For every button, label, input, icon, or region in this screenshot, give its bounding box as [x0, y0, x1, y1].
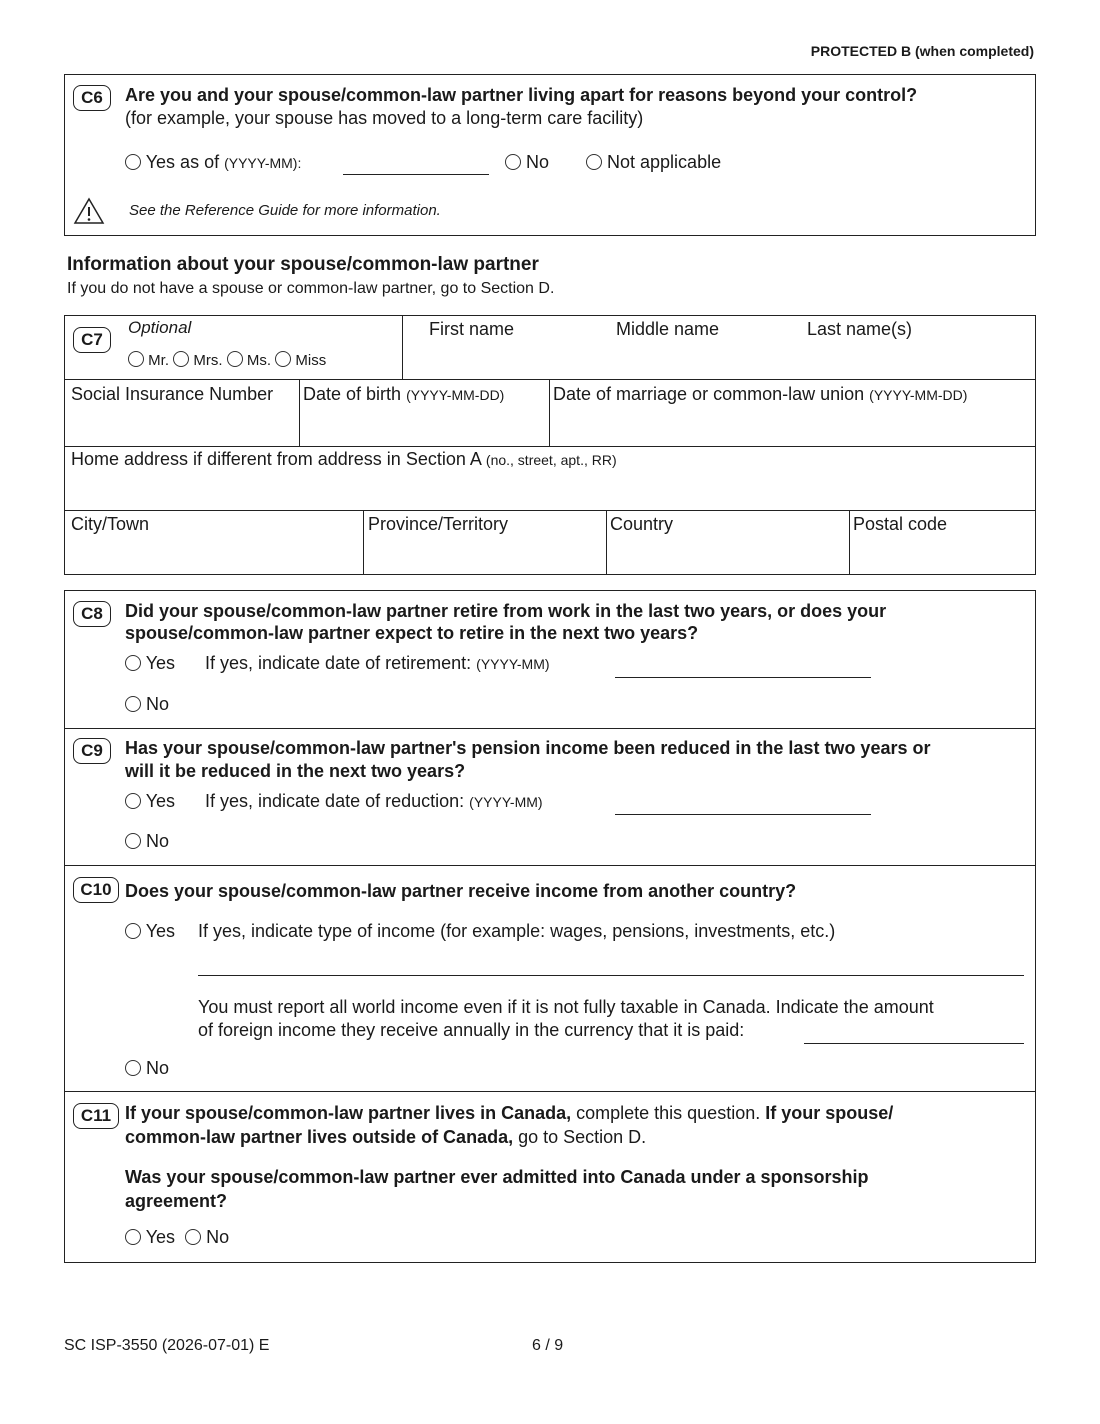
sin-label: Social Insurance Number [71, 384, 274, 404]
c6-no-label: No [526, 152, 550, 172]
postal-code-input[interactable] [851, 538, 1033, 572]
c8-yes-format: (YYYY-MM) [476, 656, 550, 672]
postal-code-label: Postal code [853, 514, 948, 534]
home-address-input[interactable] [67, 473, 1033, 509]
c9-no-label: No [146, 831, 170, 851]
province-label: Province/Territory [368, 514, 509, 534]
c6-yes-format: (YYYY-MM): [224, 155, 302, 171]
dom-label: Date of marriage or common-law union [553, 384, 865, 404]
c11-no-label: No [206, 1227, 230, 1247]
c10-income-type-field[interactable] [198, 975, 1024, 976]
miss-label: Miss [295, 352, 327, 369]
c6-yes-radio[interactable] [125, 154, 141, 170]
questions-block [64, 590, 1036, 1263]
country-input[interactable] [608, 538, 847, 572]
c10-yes-radio[interactable] [125, 923, 141, 939]
c9-yes-prompt: If yes, indicate date of reduction: [205, 791, 465, 811]
warning-triangle-icon [73, 197, 105, 230]
c10-yes-label: Yes [145, 921, 176, 941]
mr-radio[interactable] [128, 351, 144, 367]
c9-no-radio[interactable] [125, 833, 141, 849]
c6-note: See the Reference Guide for more information. [129, 202, 441, 219]
c10-amount-field[interactable] [804, 1043, 1024, 1044]
form-id: SC ISP-3550 (2026-07-01) E [64, 1337, 270, 1354]
city-label: City/Town [71, 514, 150, 534]
c9-question-line2: will it be reduced in the next two years? [125, 761, 466, 781]
c7-optional: Optional [128, 318, 192, 337]
c6-question: Are you and your spouse/common-law partner living apart for reasons beyond your control? [125, 85, 918, 105]
c8-badge: C8 [73, 601, 111, 627]
c8-yes-radio[interactable] [125, 655, 141, 671]
protected-label: PROTECTED B (when completed) [810, 43, 1034, 59]
mrs-label: Mrs. [193, 352, 223, 369]
c8-no-label: No [146, 694, 170, 714]
c10-report-line2: of foreign income they receive annually in the currency that it is paid: [198, 1020, 745, 1040]
dom-format: (YYYY-MM-DD) [869, 387, 968, 403]
c9-yes-radio[interactable] [125, 793, 141, 809]
c11-intro-line2: common-law partner lives outside of Canada, go to Section D. [125, 1127, 647, 1147]
c11-question-line1: Was your spouse/common-law partner ever admitted into Canada under a sponsorship [125, 1167, 869, 1187]
ms-radio[interactable] [227, 351, 243, 367]
c10-report-line1: You must report all world income even if it is not fully taxable in Canada. Indicate the amount [198, 997, 934, 1017]
c6-example: (for example, your spouse has moved to a long-term care facility) [125, 108, 644, 128]
c9-yes-format: (YYYY-MM) [469, 794, 543, 810]
first-name-label: First name [429, 319, 515, 339]
city-input[interactable] [67, 538, 361, 572]
c11-no-radio[interactable] [185, 1229, 201, 1245]
c7-badge: C7 [73, 327, 111, 353]
c8-no-radio[interactable] [125, 696, 141, 712]
home-address-label: Home address if different from address in Section A [71, 449, 481, 469]
c8-yes-prompt: If yes, indicate date of retirement: [205, 653, 472, 673]
c7-title-options [128, 351, 326, 369]
page-number: 6 / 9 [532, 1337, 564, 1354]
c9-date-field[interactable] [615, 814, 871, 815]
dob-input[interactable] [301, 408, 547, 444]
c9-yes-label: Yes [145, 791, 176, 811]
c11-yes-radio[interactable] [125, 1229, 141, 1245]
ms-label: Ms. [246, 352, 272, 369]
mr-label: Mr. [148, 352, 170, 369]
country-label: Country [610, 514, 674, 534]
c6-date-field[interactable] [343, 174, 489, 175]
c6-na-radio[interactable] [586, 154, 602, 170]
c10-no-radio[interactable] [125, 1060, 141, 1076]
c9-question-line1: Has your spouse/common-law partner's pension income been reduced in the last two years or [125, 738, 931, 758]
c11-question-line2: agreement? [125, 1191, 228, 1211]
c10-yes-prompt: If yes, indicate type of income (for example: wages, pensions, investments, etc.) [198, 921, 836, 941]
c6-na-label: Not applicable [607, 152, 722, 172]
c6-no-radio[interactable] [505, 154, 521, 170]
c11-intro-line1: If your spouse/common-law partner lives in Canada, complete this question. If your spouse/ [125, 1103, 894, 1123]
c6-section [64, 74, 1036, 236]
c8-question-line2: spouse/common-law partner expect to retire in the next two years? [125, 623, 699, 643]
province-input[interactable] [365, 538, 604, 572]
c11-badge: C11 [73, 1103, 119, 1129]
c10-question: Does your spouse/common-law partner receive income from another country? [125, 881, 797, 901]
spouse-info-title: Information about your spouse/common-law partner [67, 254, 539, 275]
mrs-radio[interactable] [173, 351, 189, 367]
c6-yes-label: Yes as of [145, 152, 220, 172]
c6-badge: C6 [73, 85, 111, 111]
name-input-area[interactable] [403, 342, 1033, 378]
last-name-label: Last name(s) [807, 319, 913, 339]
c11-yes-label: Yes [145, 1227, 176, 1247]
c10-badge: C10 [73, 877, 119, 903]
c8-date-field[interactable] [615, 677, 871, 678]
dom-input[interactable] [551, 408, 1033, 444]
spouse-info-subtitle: If you do not have a spouse or common-law partner, go to Section D. [67, 280, 555, 297]
c8-question-line1: Did your spouse/common-law partner retire from work in the last two years, or does your [125, 601, 887, 621]
c7-table [64, 315, 1036, 575]
c10-no-label: No [146, 1058, 170, 1078]
home-address-format: (no., street, apt., RR) [485, 452, 617, 468]
c8-yes-label: Yes [145, 653, 176, 673]
middle-name-label: Middle name [616, 319, 720, 339]
sin-input[interactable] [67, 408, 297, 444]
miss-radio[interactable] [275, 351, 291, 367]
dob-format: (YYYY-MM-DD) [406, 387, 505, 403]
c9-badge: C9 [73, 738, 111, 764]
dob-label: Date of birth [303, 384, 402, 404]
